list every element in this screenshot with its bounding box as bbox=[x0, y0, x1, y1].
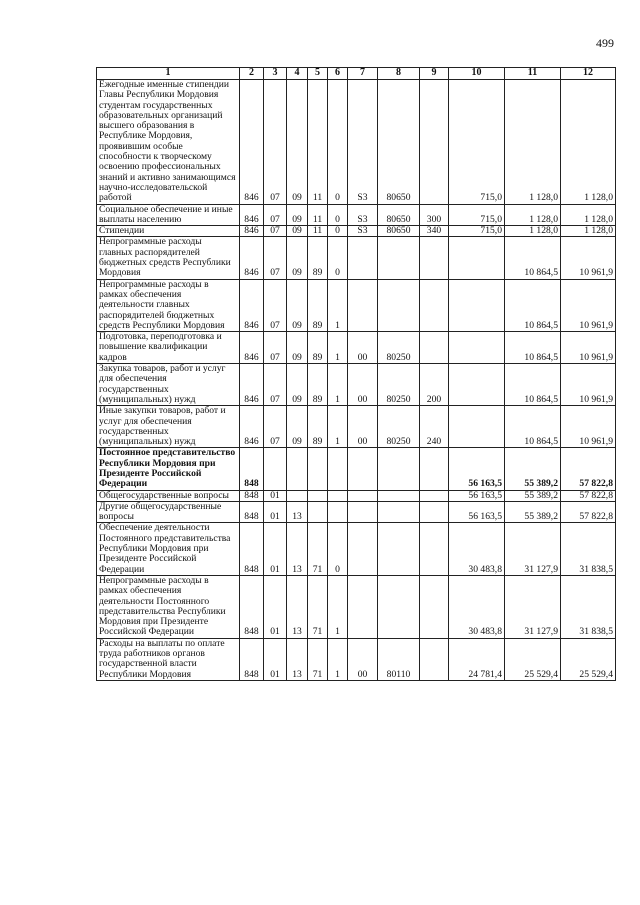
cell-col-12: 10 961,9 bbox=[561, 332, 616, 364]
cell-col-12: 31 838,5 bbox=[561, 523, 616, 575]
table-header-row bbox=[97, 68, 616, 80]
row-name-cell: Закупка товаров, работ и услуг для обеспечения государственных (муниципальных) нужд bbox=[97, 364, 240, 406]
row-name-cell: Расходы на выплаты по оплате труда работников органов государственной власти Республики Мордовия bbox=[97, 638, 240, 680]
table-row bbox=[97, 575, 616, 638]
cell-col-6: 0 bbox=[328, 80, 348, 205]
table-row bbox=[97, 279, 616, 331]
page-number: 499 bbox=[596, 36, 614, 50]
row-name-cell: Непрограммные расходы в рамках обеспечения деятельности главных распорядителей бюджетных средств Республики Мордовия bbox=[97, 279, 240, 331]
row-name-cell: Подготовка, переподготовка и повышение квалификации кадров bbox=[97, 332, 240, 364]
cell-col-8: 80110 bbox=[378, 638, 420, 680]
cell-col-6: 1 bbox=[328, 575, 348, 638]
cell-col-9 bbox=[420, 237, 449, 279]
cell-col-12: 10 961,9 bbox=[561, 237, 616, 279]
cell-col-3: 07 bbox=[264, 332, 287, 364]
cell-col-5: 11 bbox=[308, 226, 328, 237]
cell-col-5 bbox=[308, 448, 328, 490]
row-name-cell: Другие общегосударственные вопросы bbox=[97, 501, 240, 523]
cell-col-11: 55 389,2 bbox=[505, 501, 561, 523]
cell-col-3: 07 bbox=[264, 80, 287, 205]
cell-col-6: 0 bbox=[328, 226, 348, 237]
cell-col-9 bbox=[420, 332, 449, 364]
cell-col-6 bbox=[328, 490, 348, 501]
cell-col-11: 31 127,9 bbox=[505, 575, 561, 638]
row-name-cell: Социальное обеспечение и иные выплаты населению bbox=[97, 204, 240, 226]
cell-col-8 bbox=[378, 279, 420, 331]
cell-col-6 bbox=[328, 501, 348, 523]
cell-col-6 bbox=[328, 448, 348, 490]
cell-col-10: 56 163,5 bbox=[449, 501, 505, 523]
cell-col-12: 10 961,9 bbox=[561, 279, 616, 331]
cell-col-9: 300 bbox=[420, 204, 449, 226]
cell-col-4: 09 bbox=[287, 80, 308, 205]
cell-col-5: 71 bbox=[308, 523, 328, 575]
cell-col-3 bbox=[264, 448, 287, 490]
cell-col-5: 89 bbox=[308, 237, 328, 279]
cell-col-11: 55 389,2 bbox=[505, 490, 561, 501]
cell-col-4: 09 bbox=[287, 279, 308, 331]
cell-col-9: 240 bbox=[420, 406, 449, 448]
cell-col-7 bbox=[348, 237, 378, 279]
table-row bbox=[97, 523, 616, 575]
cell-col-11: 25 529,4 bbox=[505, 638, 561, 680]
cell-col-4: 13 bbox=[287, 523, 308, 575]
table-row bbox=[97, 204, 616, 226]
cell-col-2: 848 bbox=[240, 490, 264, 501]
cell-col-7 bbox=[348, 575, 378, 638]
cell-col-9 bbox=[420, 490, 449, 501]
cell-col-8: 80250 bbox=[378, 406, 420, 448]
table-row bbox=[97, 332, 616, 364]
row-name-cell: Ежегодные именные стипендии Главы Республики Мордовия студентам государственных образовательных организаций высшего образования в Республике Мордовия, проявившим особые способности к творческому освоению профессиональных знаний и активно занимающимся научно-исследовательской работой bbox=[97, 80, 240, 205]
table-row bbox=[97, 364, 616, 406]
cell-col-10: 24 781,4 bbox=[449, 638, 505, 680]
cell-col-3: 07 bbox=[264, 279, 287, 331]
cell-col-12: 1 128,0 bbox=[561, 226, 616, 237]
cell-col-8: 80650 bbox=[378, 80, 420, 205]
cell-col-3: 07 bbox=[264, 237, 287, 279]
cell-col-10: 56 163,5 bbox=[449, 490, 505, 501]
cell-col-7: S3 bbox=[348, 204, 378, 226]
cell-col-4: 09 bbox=[287, 406, 308, 448]
table-row bbox=[97, 501, 616, 523]
cell-col-8: 80650 bbox=[378, 204, 420, 226]
cell-col-3: 07 bbox=[264, 226, 287, 237]
column-header-3: 3 bbox=[264, 68, 287, 80]
cell-col-5: 11 bbox=[308, 80, 328, 205]
cell-col-12: 57 822,8 bbox=[561, 448, 616, 490]
cell-col-4 bbox=[287, 448, 308, 490]
cell-col-2: 846 bbox=[240, 406, 264, 448]
cell-col-9 bbox=[420, 279, 449, 331]
cell-col-11: 10 864,5 bbox=[505, 279, 561, 331]
cell-col-5: 89 bbox=[308, 279, 328, 331]
column-header-4: 4 bbox=[287, 68, 308, 80]
column-header-8: 8 bbox=[378, 68, 420, 80]
row-name-cell: Стипендии bbox=[97, 226, 240, 237]
cell-col-12: 1 128,0 bbox=[561, 204, 616, 226]
cell-col-2: 846 bbox=[240, 237, 264, 279]
cell-col-8 bbox=[378, 448, 420, 490]
cell-col-9: 340 bbox=[420, 226, 449, 237]
cell-col-2: 848 bbox=[240, 523, 264, 575]
cell-col-7 bbox=[348, 501, 378, 523]
cell-col-5: 71 bbox=[308, 575, 328, 638]
cell-col-5: 71 bbox=[308, 638, 328, 680]
cell-col-4: 09 bbox=[287, 364, 308, 406]
row-name-cell: Непрограммные расходы в рамках обеспечения деятельности Постоянного представительства Республики Мордовия при Президенте Российской Федерации bbox=[97, 575, 240, 638]
cell-col-12: 10 961,9 bbox=[561, 364, 616, 406]
cell-col-5: 11 bbox=[308, 204, 328, 226]
table-row bbox=[97, 80, 616, 205]
cell-col-3: 01 bbox=[264, 501, 287, 523]
cell-col-10 bbox=[449, 406, 505, 448]
cell-col-4: 09 bbox=[287, 226, 308, 237]
cell-col-10 bbox=[449, 332, 505, 364]
cell-col-8 bbox=[378, 523, 420, 575]
cell-col-3: 07 bbox=[264, 406, 287, 448]
cell-col-8: 80650 bbox=[378, 226, 420, 237]
cell-col-2: 846 bbox=[240, 204, 264, 226]
column-header-9: 9 bbox=[420, 68, 449, 80]
cell-col-11: 55 389,2 bbox=[505, 448, 561, 490]
cell-col-11: 1 128,0 bbox=[505, 226, 561, 237]
row-name-cell: Общегосударственные вопросы bbox=[97, 490, 240, 501]
cell-col-7 bbox=[348, 523, 378, 575]
cell-col-4: 13 bbox=[287, 575, 308, 638]
cell-col-9: 200 bbox=[420, 364, 449, 406]
table-row bbox=[97, 226, 616, 237]
cell-col-7 bbox=[348, 490, 378, 501]
cell-col-11: 1 128,0 bbox=[505, 204, 561, 226]
cell-col-12: 57 822,8 bbox=[561, 490, 616, 501]
cell-col-4 bbox=[287, 490, 308, 501]
cell-col-9 bbox=[420, 501, 449, 523]
cell-col-10: 56 163,5 bbox=[449, 448, 505, 490]
cell-col-7: S3 bbox=[348, 226, 378, 237]
cell-col-4: 09 bbox=[287, 332, 308, 364]
cell-col-10: 715,0 bbox=[449, 80, 505, 205]
column-header-5: 5 bbox=[308, 68, 328, 80]
cell-col-6: 0 bbox=[328, 204, 348, 226]
cell-col-12: 25 529,4 bbox=[561, 638, 616, 680]
cell-col-9 bbox=[420, 448, 449, 490]
cell-col-11: 10 864,5 bbox=[505, 237, 561, 279]
column-header-7: 7 bbox=[348, 68, 378, 80]
cell-col-4: 09 bbox=[287, 237, 308, 279]
row-name-cell: Непрограммные расходы главных распорядителей бюджетных средств Республики Мордовия bbox=[97, 237, 240, 279]
table-row bbox=[97, 406, 616, 448]
cell-col-7: 00 bbox=[348, 406, 378, 448]
cell-col-11: 10 864,5 bbox=[505, 406, 561, 448]
cell-col-12: 31 838,5 bbox=[561, 575, 616, 638]
cell-col-3: 01 bbox=[264, 638, 287, 680]
table-row bbox=[97, 490, 616, 501]
table-body bbox=[97, 80, 616, 681]
cell-col-3: 01 bbox=[264, 490, 287, 501]
cell-col-6: 1 bbox=[328, 638, 348, 680]
table-row bbox=[97, 237, 616, 279]
row-name-cell: Иные закупки товаров, работ и услуг для обеспечения государственных (муниципальных) нужд bbox=[97, 406, 240, 448]
cell-col-9 bbox=[420, 80, 449, 205]
cell-col-3: 07 bbox=[264, 364, 287, 406]
row-name-cell: Обеспечение деятельности Постоянного представительства Республики Мордовия при Президенте Российской Федерации bbox=[97, 523, 240, 575]
cell-col-2: 848 bbox=[240, 501, 264, 523]
cell-col-8 bbox=[378, 575, 420, 638]
cell-col-6: 1 bbox=[328, 279, 348, 331]
table-row bbox=[97, 448, 616, 490]
cell-col-8 bbox=[378, 490, 420, 501]
cell-col-6: 0 bbox=[328, 523, 348, 575]
cell-col-10: 30 483,8 bbox=[449, 575, 505, 638]
cell-col-4: 09 bbox=[287, 204, 308, 226]
cell-col-5: 89 bbox=[308, 332, 328, 364]
cell-col-2: 846 bbox=[240, 80, 264, 205]
cell-col-5: 89 bbox=[308, 364, 328, 406]
cell-col-7 bbox=[348, 279, 378, 331]
cell-col-2: 848 bbox=[240, 448, 264, 490]
cell-col-8: 80250 bbox=[378, 332, 420, 364]
row-name-cell: Постоянное представительство Республики Мордовия при Президенте Российской Федерации bbox=[97, 448, 240, 490]
cell-col-2: 848 bbox=[240, 575, 264, 638]
cell-col-9 bbox=[420, 523, 449, 575]
cell-col-11: 10 864,5 bbox=[505, 332, 561, 364]
cell-col-3: 01 bbox=[264, 575, 287, 638]
cell-col-7: 00 bbox=[348, 332, 378, 364]
cell-col-12: 57 822,8 bbox=[561, 501, 616, 523]
column-header-6: 6 bbox=[328, 68, 348, 80]
cell-col-11: 1 128,0 bbox=[505, 80, 561, 205]
cell-col-5 bbox=[308, 490, 328, 501]
cell-col-10 bbox=[449, 279, 505, 331]
table-row bbox=[97, 638, 616, 680]
cell-col-6: 1 bbox=[328, 364, 348, 406]
cell-col-8 bbox=[378, 501, 420, 523]
cell-col-11: 31 127,9 bbox=[505, 523, 561, 575]
cell-col-3: 07 bbox=[264, 204, 287, 226]
column-header-2: 2 bbox=[240, 68, 264, 80]
cell-col-2: 848 bbox=[240, 638, 264, 680]
cell-col-8 bbox=[378, 237, 420, 279]
cell-col-7 bbox=[348, 448, 378, 490]
cell-col-11: 10 864,5 bbox=[505, 364, 561, 406]
cell-col-9 bbox=[420, 638, 449, 680]
column-header-12: 12 bbox=[561, 68, 616, 80]
cell-col-10: 715,0 bbox=[449, 204, 505, 226]
cell-col-2: 846 bbox=[240, 364, 264, 406]
column-header-10: 10 bbox=[449, 68, 505, 80]
cell-col-7: 00 bbox=[348, 638, 378, 680]
budget-table bbox=[96, 67, 616, 681]
column-header-11: 11 bbox=[505, 68, 561, 80]
cell-col-6: 0 bbox=[328, 237, 348, 279]
cell-col-2: 846 bbox=[240, 279, 264, 331]
cell-col-6: 1 bbox=[328, 332, 348, 364]
cell-col-9 bbox=[420, 575, 449, 638]
cell-col-3: 01 bbox=[264, 523, 287, 575]
cell-col-7: 00 bbox=[348, 364, 378, 406]
cell-col-4: 13 bbox=[287, 638, 308, 680]
cell-col-8: 80250 bbox=[378, 364, 420, 406]
cell-col-5: 89 bbox=[308, 406, 328, 448]
cell-col-10: 30 483,8 bbox=[449, 523, 505, 575]
cell-col-12: 10 961,9 bbox=[561, 406, 616, 448]
cell-col-5 bbox=[308, 501, 328, 523]
cell-col-2: 846 bbox=[240, 226, 264, 237]
cell-col-10 bbox=[449, 237, 505, 279]
cell-col-4: 13 bbox=[287, 501, 308, 523]
cell-col-10 bbox=[449, 364, 505, 406]
cell-col-12: 1 128,0 bbox=[561, 80, 616, 205]
column-header-1: 1 bbox=[97, 68, 240, 80]
cell-col-2: 846 bbox=[240, 332, 264, 364]
cell-col-10: 715,0 bbox=[449, 226, 505, 237]
cell-col-7: S3 bbox=[348, 80, 378, 205]
cell-col-6: 1 bbox=[328, 406, 348, 448]
